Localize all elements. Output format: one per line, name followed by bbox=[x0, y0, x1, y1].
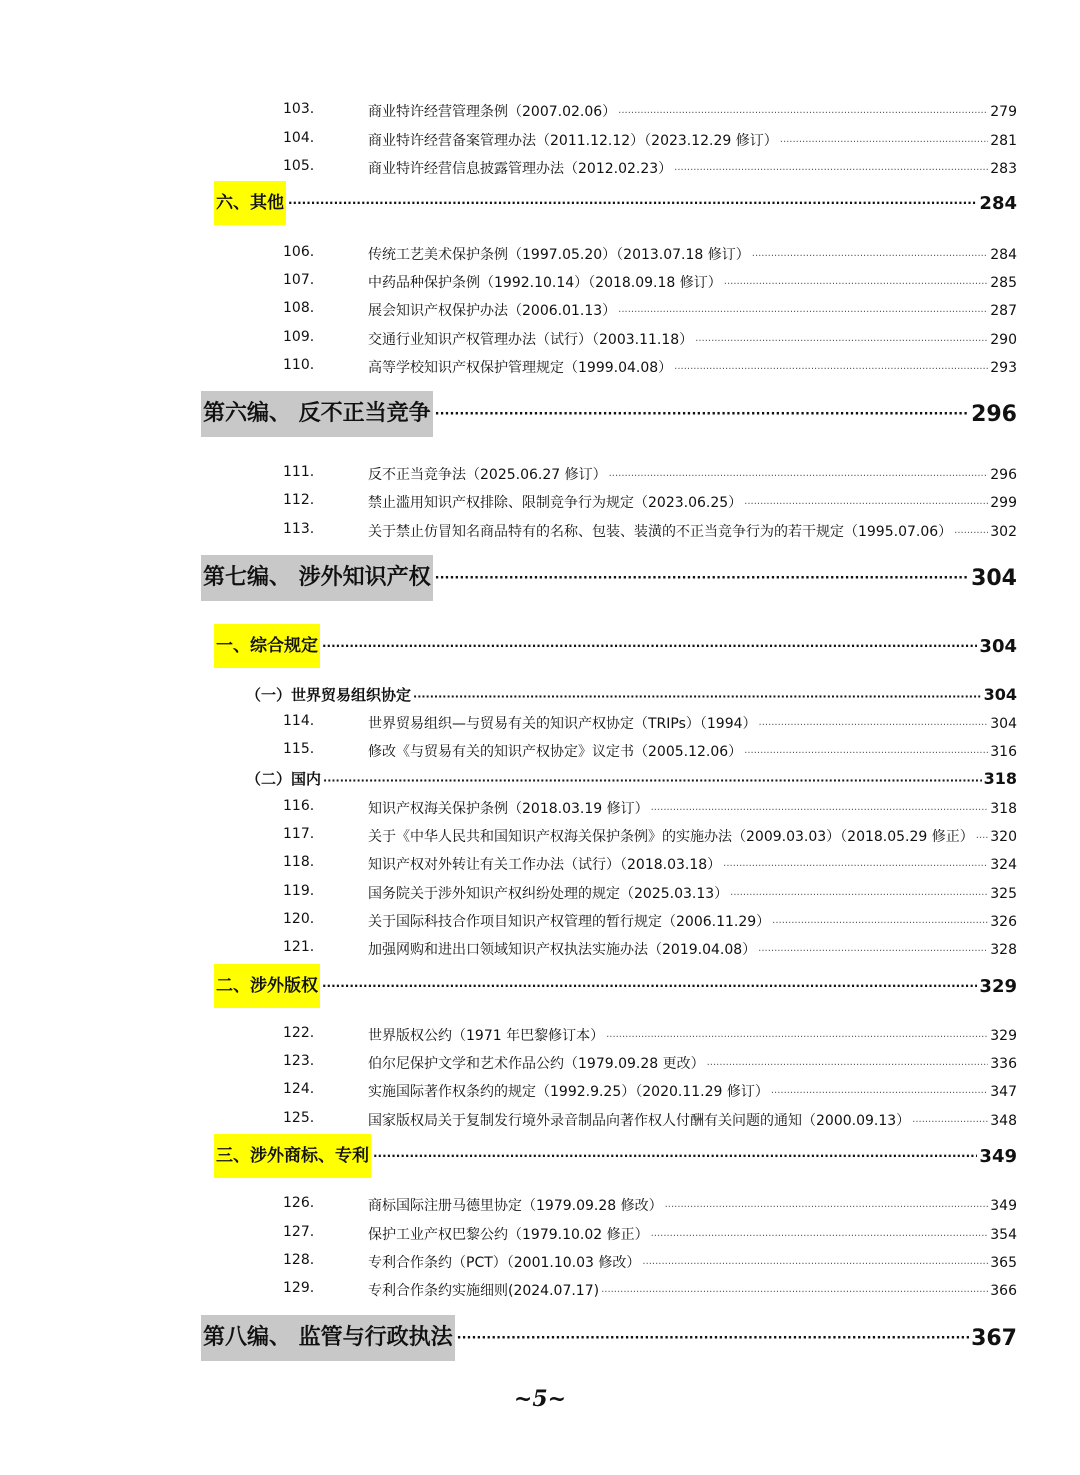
toc-entry[interactable] bbox=[0, 854, 1080, 876]
toc-entry[interactable] bbox=[0, 1280, 1080, 1302]
part-title: 第七编、 涉外知识产权 bbox=[201, 555, 433, 601]
entry-number: 114. bbox=[283, 713, 315, 729]
leader-dots bbox=[724, 279, 988, 290]
entry-title: 修改《与贸易有关的知识产权协定》议定书（2005.12.06） bbox=[368, 744, 743, 760]
toc-entry[interactable] bbox=[0, 1110, 1080, 1132]
section-page: 349 bbox=[979, 1145, 1017, 1167]
leader-dots bbox=[780, 137, 989, 148]
part-page: 296 bbox=[971, 401, 1017, 427]
toc-entry[interactable] bbox=[0, 492, 1080, 514]
entry-number: 108. bbox=[283, 300, 315, 316]
entry-number: 119. bbox=[283, 883, 315, 899]
toc-entry[interactable] bbox=[0, 1252, 1080, 1274]
entry-title: 实施国际著作权条约的规定（1992.9.25）（2020.11.29 修订） bbox=[368, 1084, 769, 1100]
entry-title: 世界贸易组织—与贸易有关的知识产权协定（TRIPs）（1994） bbox=[368, 716, 757, 732]
entry-title: 加强网购和进出口领域知识产权执法实施办法（2019.04.08） bbox=[368, 942, 757, 958]
leader-dots bbox=[744, 748, 988, 759]
leader-dots bbox=[435, 571, 969, 586]
subsection-title: （一）世界贸易组织协定 bbox=[246, 686, 412, 704]
entry-number: 112. bbox=[283, 492, 315, 508]
entry-title: 关于国际科技合作项目知识产权管理的暂行规定（2006.11.29） bbox=[368, 914, 771, 930]
leader-dots bbox=[723, 861, 988, 872]
entry-title: 专利合作条约实施细则(2024.07.17) bbox=[368, 1283, 600, 1299]
entry-number: 129. bbox=[283, 1280, 315, 1296]
section-page: 304 bbox=[979, 635, 1017, 657]
entry-title: 展会知识产权保护办法（2006.01.13） bbox=[368, 303, 617, 319]
leader-dots bbox=[771, 1088, 988, 1099]
entry-number: 126. bbox=[283, 1195, 315, 1211]
entry-page: 287 bbox=[990, 303, 1017, 319]
entry-number: 113. bbox=[283, 521, 315, 537]
leader-dots bbox=[651, 1231, 989, 1242]
section-title: 六、其他 bbox=[214, 181, 286, 225]
toc-entry[interactable] bbox=[0, 911, 1080, 933]
entry-title: 商业特许经营信息披露管理办法（2012.02.23） bbox=[368, 161, 673, 177]
entry-page: 284 bbox=[990, 247, 1017, 263]
toc-entry[interactable] bbox=[0, 883, 1080, 905]
leader-dots bbox=[674, 165, 988, 176]
toc-subsection-wto[interactable] bbox=[0, 684, 1080, 708]
entry-number: 120. bbox=[283, 911, 315, 927]
entry-page: 290 bbox=[990, 332, 1017, 348]
section-title: 三、涉外商标、专利 bbox=[214, 1134, 371, 1178]
part-title: 第八编、 监管与行政执法 bbox=[201, 1315, 455, 1361]
entry-number: 123. bbox=[283, 1053, 315, 1069]
entry-page: 365 bbox=[990, 1255, 1017, 1271]
entry-page: 283 bbox=[990, 161, 1017, 177]
leader-dots bbox=[609, 471, 989, 482]
entry-number: 106. bbox=[283, 244, 315, 260]
leader-dots bbox=[322, 639, 977, 653]
toc-entry[interactable] bbox=[0, 357, 1080, 379]
toc-part-7[interactable] bbox=[0, 555, 1080, 601]
toc-entry[interactable] bbox=[0, 272, 1080, 294]
entry-page: 285 bbox=[990, 275, 1017, 291]
leader-dots bbox=[413, 690, 982, 703]
leader-dots bbox=[373, 1149, 977, 1163]
section-page: 284 bbox=[979, 192, 1017, 214]
section-page: 329 bbox=[979, 975, 1017, 997]
entry-title: 高等学校知识产权保护管理规定（1999.04.08） bbox=[368, 360, 673, 376]
entry-page: 329 bbox=[990, 1028, 1017, 1044]
toc-subsection-domestic[interactable] bbox=[0, 768, 1080, 792]
entry-number: 107. bbox=[283, 272, 315, 288]
entry-page: 324 bbox=[990, 857, 1017, 873]
entry-title: 知识产权海关保护条例（2018.03.19 修订） bbox=[368, 801, 649, 817]
leader-dots bbox=[618, 108, 988, 119]
entry-page: 354 bbox=[990, 1227, 1017, 1243]
entry-number: 118. bbox=[283, 854, 315, 870]
entry-page: 328 bbox=[990, 942, 1017, 958]
toc-part-6[interactable] bbox=[0, 391, 1080, 437]
entry-number: 125. bbox=[283, 1110, 315, 1126]
entry-title: 伯尔尼保护文学和艺术作品公约（1979.09.28 更改） bbox=[368, 1056, 705, 1072]
leader-dots bbox=[695, 336, 988, 347]
toc-entry[interactable] bbox=[0, 713, 1080, 735]
leader-dots bbox=[759, 720, 989, 731]
toc-entry[interactable] bbox=[0, 1053, 1080, 1075]
leader-dots bbox=[435, 407, 969, 422]
entry-title: 商标国际注册马德里协定（1979.09.28 修改） bbox=[368, 1198, 663, 1214]
leader-dots bbox=[323, 774, 982, 787]
entry-number: 116. bbox=[283, 798, 315, 814]
toc-section-general[interactable] bbox=[0, 624, 1080, 668]
leader-dots bbox=[954, 528, 988, 539]
entry-page: 336 bbox=[990, 1056, 1017, 1072]
leader-dots bbox=[651, 805, 989, 816]
subsection-page: 318 bbox=[983, 769, 1017, 788]
leader-dots bbox=[912, 1117, 988, 1128]
entry-number: 117. bbox=[283, 826, 315, 842]
entry-title: 国务院关于涉外知识产权纠纷处理的规定（2025.03.13） bbox=[368, 886, 729, 902]
leader-dots bbox=[744, 499, 988, 510]
entry-title: 关于《中华人民共和国知识产权海关保护条例》的实施办法（2009.03.03）（2018.05.29 修正） bbox=[368, 829, 974, 845]
entry-number: 128. bbox=[283, 1252, 315, 1268]
entry-page: 304 bbox=[990, 716, 1017, 732]
toc-entry[interactable] bbox=[0, 741, 1080, 763]
toc-entry[interactable] bbox=[0, 464, 1080, 486]
entry-number: 105. bbox=[283, 158, 315, 174]
subsection-title: （二）国内 bbox=[246, 770, 322, 788]
toc-entry[interactable] bbox=[0, 1025, 1080, 1047]
entry-title: 保护工业产权巴黎公约（1979.10.02 修正） bbox=[368, 1227, 649, 1243]
part-page: 304 bbox=[971, 565, 1017, 591]
entry-page: 299 bbox=[990, 495, 1017, 511]
toc-entry[interactable] bbox=[0, 130, 1080, 152]
subsection-page: 304 bbox=[983, 685, 1017, 704]
leader-dots bbox=[606, 1032, 988, 1043]
leader-dots bbox=[707, 1060, 989, 1071]
entry-title: 关于禁止仿冒知名商品特有的名称、包装、装潢的不正当竞争行为的若干规定（1995.07.06） bbox=[368, 524, 953, 540]
section-title: 二、涉外版权 bbox=[214, 964, 320, 1008]
toc-entry[interactable] bbox=[0, 939, 1080, 961]
entry-page: 279 bbox=[990, 104, 1017, 120]
leader-dots bbox=[674, 364, 988, 375]
toc-entry[interactable] bbox=[0, 521, 1080, 543]
toc-entry[interactable] bbox=[0, 1224, 1080, 1246]
entry-number: 127. bbox=[283, 1224, 315, 1240]
toc-entry[interactable] bbox=[0, 158, 1080, 180]
toc-entry[interactable] bbox=[0, 798, 1080, 820]
toc-part-8[interactable] bbox=[0, 1315, 1080, 1361]
entry-page: 318 bbox=[990, 801, 1017, 817]
part-page: 367 bbox=[971, 1325, 1017, 1351]
entry-title: 商业特许经营备案管理办法（2011.12.12）（2023.12.29 修订） bbox=[368, 133, 778, 149]
leader-dots bbox=[322, 979, 977, 993]
entry-title: 国家版权局关于复制发行境外录音制品向著作权人付酬有关问题的通知（2000.09.13） bbox=[368, 1113, 911, 1129]
leader-dots bbox=[758, 946, 988, 957]
entry-page: 349 bbox=[990, 1198, 1017, 1214]
entry-number: 111. bbox=[283, 464, 315, 480]
entry-number: 109. bbox=[283, 329, 315, 345]
leader-dots bbox=[457, 1331, 969, 1346]
part-title: 第六编、 反不正当竞争 bbox=[201, 391, 433, 437]
entry-number: 104. bbox=[283, 130, 315, 146]
entry-number: 124. bbox=[283, 1081, 315, 1097]
entry-title: 世界版权公约（1971 年巴黎修订本） bbox=[368, 1028, 605, 1044]
entry-title: 反不正当竞争法（2025.06.27 修订） bbox=[368, 467, 607, 483]
toc-entry[interactable] bbox=[0, 1081, 1080, 1103]
entry-page: 326 bbox=[990, 914, 1017, 930]
entry-page: 281 bbox=[990, 133, 1017, 149]
leader-dots bbox=[665, 1202, 989, 1213]
entry-title: 禁止滥用知识产权排除、限制竞争行为规定（2023.06.25） bbox=[368, 495, 743, 511]
entry-page: 302 bbox=[990, 524, 1017, 540]
leader-dots bbox=[618, 307, 988, 318]
toc-entry[interactable] bbox=[0, 826, 1080, 848]
toc-section-trademark-patent[interactable] bbox=[0, 1134, 1080, 1178]
toc-entry[interactable] bbox=[0, 244, 1080, 266]
toc-section-other[interactable] bbox=[0, 181, 1080, 225]
entry-title: 交通行业知识产权管理办法（试行）（2003.11.18） bbox=[368, 332, 694, 348]
entry-page: 366 bbox=[990, 1283, 1017, 1299]
entry-title: 传统工艺美术保护条例（1997.05.20）（2013.07.18 修订） bbox=[368, 247, 750, 263]
entry-title: 商业特许经营管理条例（2007.02.06） bbox=[368, 104, 617, 120]
entry-title: 知识产权对外转让有关工作办法（试行）（2018.03.18） bbox=[368, 857, 722, 873]
entry-page: 320 bbox=[990, 829, 1017, 845]
leader-dots bbox=[601, 1287, 988, 1298]
entry-page: 316 bbox=[990, 744, 1017, 760]
entry-number: 103. bbox=[283, 101, 315, 117]
entry-page: 325 bbox=[990, 886, 1017, 902]
leader-dots bbox=[730, 890, 988, 901]
entry-number: 115. bbox=[283, 741, 315, 757]
toc-entry[interactable] bbox=[0, 1195, 1080, 1217]
leader-dots bbox=[752, 251, 989, 262]
entry-title: 专利合作条约（PCT）（2001.10.03 修改） bbox=[368, 1255, 641, 1271]
entry-number: 121. bbox=[283, 939, 315, 955]
page-number-footer: ~5~ bbox=[513, 1386, 567, 1412]
leader-dots bbox=[288, 196, 977, 210]
leader-dots bbox=[772, 918, 988, 929]
entry-page: 348 bbox=[990, 1113, 1017, 1129]
toc-entry[interactable] bbox=[0, 329, 1080, 351]
entry-number: 110. bbox=[283, 357, 315, 373]
entry-number: 122. bbox=[283, 1025, 315, 1041]
toc-entry[interactable] bbox=[0, 300, 1080, 322]
section-title: 一、综合规定 bbox=[214, 624, 320, 668]
toc-section-copyright[interactable] bbox=[0, 964, 1080, 1008]
toc-entry[interactable] bbox=[0, 101, 1080, 123]
entry-title: 中药品种保护条例（1992.10.14）（2018.09.18 修订） bbox=[368, 275, 722, 291]
entry-page: 296 bbox=[990, 467, 1017, 483]
leader-dots bbox=[642, 1259, 988, 1270]
entry-page: 293 bbox=[990, 360, 1017, 376]
entry-page: 347 bbox=[990, 1084, 1017, 1100]
leader-dots bbox=[976, 833, 989, 844]
